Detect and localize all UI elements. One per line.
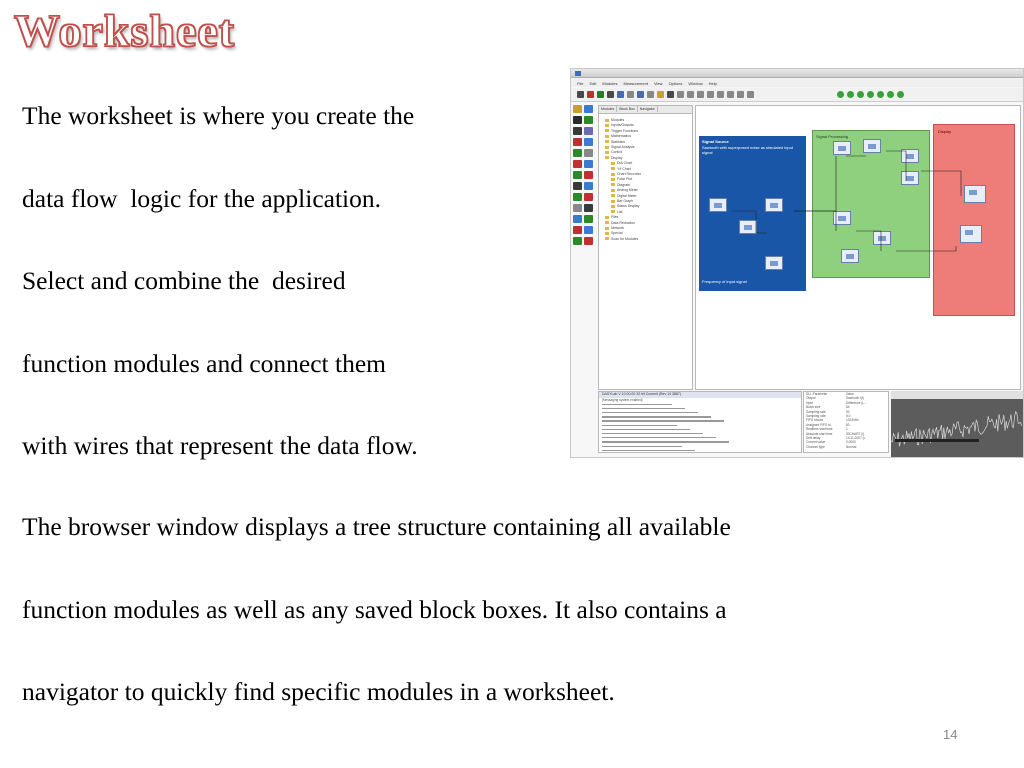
menu-item: Edit (589, 81, 597, 86)
module-icon (584, 237, 593, 245)
folder-icon (611, 205, 615, 208)
folder-icon (611, 183, 615, 186)
menu-item: Help (708, 81, 717, 86)
property-value: 30CHART (i) (846, 431, 865, 436)
folder-icon (605, 216, 609, 219)
folder-icon (605, 119, 609, 122)
body-text-line: navigator to quickly find specific modules in a worksheet. (22, 677, 615, 706)
wire (886, 151, 906, 181)
folder-icon (605, 156, 609, 159)
toolbar-icon (707, 91, 714, 98)
folder-icon (605, 237, 609, 240)
module-icon (584, 138, 593, 146)
module-icon (573, 182, 582, 190)
folder-icon (605, 129, 609, 132)
folder-icon (605, 232, 609, 235)
text-stroke (602, 412, 698, 413)
tree-item-label: Chart Recorder (617, 172, 641, 176)
block-footer: Frequency of input signal (702, 279, 747, 284)
tree-item (611, 161, 632, 166)
toolbar-icon (617, 91, 624, 98)
property-value: Value (846, 392, 854, 396)
tree-item (611, 194, 637, 199)
module-icon (573, 149, 582, 157)
property-value: 8.0 (846, 413, 851, 418)
toolbar-icon (677, 91, 684, 98)
module-icon (584, 105, 593, 113)
tree-item (605, 237, 638, 242)
module-icon (573, 116, 582, 124)
wire (896, 246, 956, 251)
property-name: Absolute start time (806, 431, 833, 436)
property-value: Normal (846, 444, 857, 449)
body-text-line: function modules and connect them (22, 349, 386, 378)
toolbar-icon (687, 91, 694, 98)
folder-icon (611, 194, 615, 197)
property-name: DLL Parameter (806, 392, 828, 396)
text-stroke (602, 446, 682, 447)
toolbar-icon (877, 91, 884, 98)
module-icon (584, 116, 593, 124)
log-header: DASYLab V 10.00.00 32 bit Commit (Rev 14 3887) (599, 392, 801, 398)
module-icon (573, 105, 582, 113)
menu-item: Options (668, 81, 683, 86)
module-icon (573, 171, 582, 179)
property-value: 64 (846, 405, 850, 410)
wire (731, 211, 767, 233)
toolbar-icon (897, 91, 904, 98)
tree-item (611, 183, 630, 188)
tree-item-label: List (617, 209, 623, 214)
property-name: Drift delay (806, 435, 821, 440)
property-name: Sampling rate (806, 413, 826, 418)
folder-icon (611, 167, 615, 170)
block-description: Sawtooth with superposed noise as simulated input signal (702, 145, 793, 155)
tab-block-box: Block Box (617, 106, 638, 112)
text-stroke (602, 416, 711, 417)
wire (794, 156, 836, 211)
noise-signal-plot (891, 399, 1023, 458)
property-name: FIFO blocks (806, 418, 824, 423)
module-icon (573, 204, 582, 212)
toolbar-icon (837, 91, 844, 98)
toolbar-icon (577, 91, 584, 98)
tree-item-label: Network (611, 226, 624, 230)
toolbar-icon (857, 91, 864, 98)
toolbar-icon (667, 91, 674, 98)
tree-item-label: Data Reduction (611, 220, 636, 225)
tree-item-label: Display (611, 155, 623, 160)
toolbar-icon (737, 91, 744, 98)
menu-item: Measurement (623, 81, 648, 86)
browser-tabs (599, 106, 692, 114)
tree-item (605, 150, 622, 155)
menu-item: View (653, 81, 663, 86)
tree-item-label: Status Display (617, 204, 640, 209)
toolbar-icon (647, 91, 654, 98)
toolbar-icon (627, 91, 634, 98)
tree-item-label: Y/t Chart (617, 166, 631, 171)
tree-item-label: Digital Meter (617, 193, 637, 198)
body-text-line: Select and combine the desired (22, 266, 346, 295)
tree-item-label: Trigger Functions (611, 128, 639, 133)
wire (794, 211, 836, 231)
log-line-stroke (599, 448, 801, 452)
toolbar-icon (697, 91, 704, 98)
text-stroke (602, 450, 695, 451)
tree-item (605, 129, 638, 134)
tree-item (611, 167, 631, 172)
menu-item: Modules (602, 81, 618, 86)
folder-icon (611, 162, 615, 165)
folder-icon (611, 178, 615, 181)
tree-item (611, 177, 632, 182)
block-label: Signal Processing (816, 134, 849, 139)
wire (856, 231, 881, 251)
property-name: Sampling rate (806, 409, 826, 414)
property-value: 50 (846, 409, 850, 414)
tree-item (605, 215, 618, 220)
log-line: [Messaging system enabled] (602, 398, 643, 402)
property-value: 14.11.2007 (L (846, 435, 866, 440)
menu-item: File (577, 81, 584, 86)
folder-icon (611, 173, 615, 176)
property-name: Input (806, 400, 814, 405)
property-name: Block size (806, 405, 821, 410)
module-icon (573, 127, 582, 135)
tree-item (611, 204, 639, 209)
tree-item (605, 145, 635, 150)
module-icon (573, 160, 582, 168)
tree-item-label: Files (611, 215, 619, 220)
tree-item (611, 172, 641, 177)
toolbar-icon (747, 91, 754, 98)
toolbar-icon (867, 91, 874, 98)
body-text-line: data flow logic for the application. (22, 184, 382, 213)
tree-item (605, 123, 634, 128)
toolbar-icon (847, 91, 854, 98)
tree-item (605, 118, 624, 123)
module-icon (584, 204, 593, 212)
module-icon (573, 226, 582, 234)
menu-item: Window (688, 81, 703, 86)
screenshot-titlebar (571, 69, 1023, 78)
module-icon (584, 160, 593, 168)
slide-title: Worksheet (14, 5, 236, 56)
property-value: 1 (846, 427, 848, 432)
toolbar-icon (717, 91, 724, 98)
tree-item-label: Control (611, 150, 623, 155)
body-text-line: The browser window displays a tree structure containing all available (22, 512, 731, 541)
folder-icon (605, 135, 609, 138)
tree-item (605, 156, 622, 161)
tree-item-label: Modules (611, 118, 625, 122)
module-icon (573, 193, 582, 201)
toolbar-icon (887, 91, 894, 98)
slide-number: 14 (943, 727, 958, 742)
text-stroke (602, 429, 690, 430)
toolbar-icon (607, 91, 614, 98)
toolbar-icon (657, 91, 664, 98)
scope-header (891, 391, 1023, 399)
tree-item (605, 140, 625, 145)
message-log (598, 391, 802, 453)
folder-icon (611, 200, 615, 203)
body-text-line: with wires that represent the data flow. (22, 431, 418, 460)
module-icon (584, 149, 593, 157)
module-browser-tree (598, 105, 693, 390)
tree-item-label: Analog Meter (617, 188, 638, 193)
module-icon (584, 193, 593, 201)
tree-item (605, 231, 622, 236)
block-label: Display (938, 129, 952, 134)
property-value: Difference (L... (846, 400, 867, 405)
tree-item (605, 221, 635, 226)
text-stroke (602, 425, 677, 426)
module-icon (584, 171, 593, 179)
module-icon (584, 215, 593, 223)
body-text-line: The worksheet is where you create the (22, 101, 415, 130)
toolbar-icon (587, 91, 594, 98)
folder-icon (605, 227, 609, 230)
module-icon (584, 182, 593, 190)
folder-icon (605, 146, 609, 149)
body-text-line: function modules as well as any saved block boxes. It also contains a (22, 595, 727, 624)
app-icon (575, 71, 581, 76)
tree-item (611, 199, 633, 204)
text-stroke (602, 441, 729, 442)
property-value: 60 (846, 422, 850, 427)
text-stroke (602, 437, 716, 438)
folder-icon (605, 124, 609, 127)
tree-item-label: Statistics (611, 139, 626, 144)
property-value: Sawtooth f(t) (846, 396, 865, 401)
screenshot-toolbar (571, 88, 1023, 102)
tree-item (611, 188, 638, 193)
tree-item-label: DIA Chart (617, 161, 633, 166)
text-stroke (602, 420, 724, 421)
scope-display (891, 399, 1023, 458)
tree-item (611, 210, 622, 215)
text-stroke (602, 404, 672, 405)
text-stroke (602, 433, 703, 434)
block-label: Signal Source (702, 139, 729, 144)
property-name: Assigned FIFO bl. (806, 422, 832, 427)
property-panel (803, 391, 889, 453)
property-value: 10240Hz (846, 418, 859, 423)
tree-item-label: Signal Analysis (611, 145, 635, 149)
tree-item-label: Inputs/Outputs (611, 123, 634, 128)
tab-modules: Modules (599, 106, 617, 112)
toolbar-icon (727, 91, 734, 98)
tree-item-label: Mathematics (611, 134, 631, 139)
tree-item-label: Scan for Modules (611, 236, 639, 241)
module-icon (584, 226, 593, 234)
module-icon (584, 127, 593, 135)
property-value: 0.0000 (846, 440, 856, 445)
module-icon (573, 138, 582, 146)
module-icon (573, 237, 582, 245)
property-row (804, 445, 888, 449)
module-icon-bar (573, 105, 597, 395)
property-name: Current value (806, 440, 826, 445)
screenshot-menubar (571, 79, 1023, 87)
wire (921, 171, 961, 196)
tree-item (605, 134, 631, 139)
worksheet-canvas (695, 105, 1021, 390)
property-name: Output (806, 396, 816, 401)
worksheet-screenshot (570, 68, 1024, 458)
scope-slider (895, 439, 979, 442)
folder-icon (605, 151, 609, 154)
folder-icon (611, 189, 615, 192)
folder-icon (605, 140, 609, 143)
property-name: Channel type (806, 444, 825, 449)
property-name: Realtime start time (806, 427, 833, 432)
folder-icon (611, 210, 615, 213)
toolbar-icon (637, 91, 644, 98)
tree-item-label: Diagram (617, 182, 631, 187)
tree-item-label: Special (611, 231, 623, 236)
tree-item-label: Polar Plot (617, 177, 633, 182)
wire-layer (696, 106, 1022, 391)
text-stroke (602, 408, 685, 409)
module-icon (573, 215, 582, 223)
tree-item (605, 226, 624, 231)
tab-navigator: Navigator (638, 106, 658, 112)
toolbar-icon (597, 91, 604, 98)
tree-item-label: Bar Graph (617, 199, 634, 203)
folder-icon (605, 221, 609, 224)
